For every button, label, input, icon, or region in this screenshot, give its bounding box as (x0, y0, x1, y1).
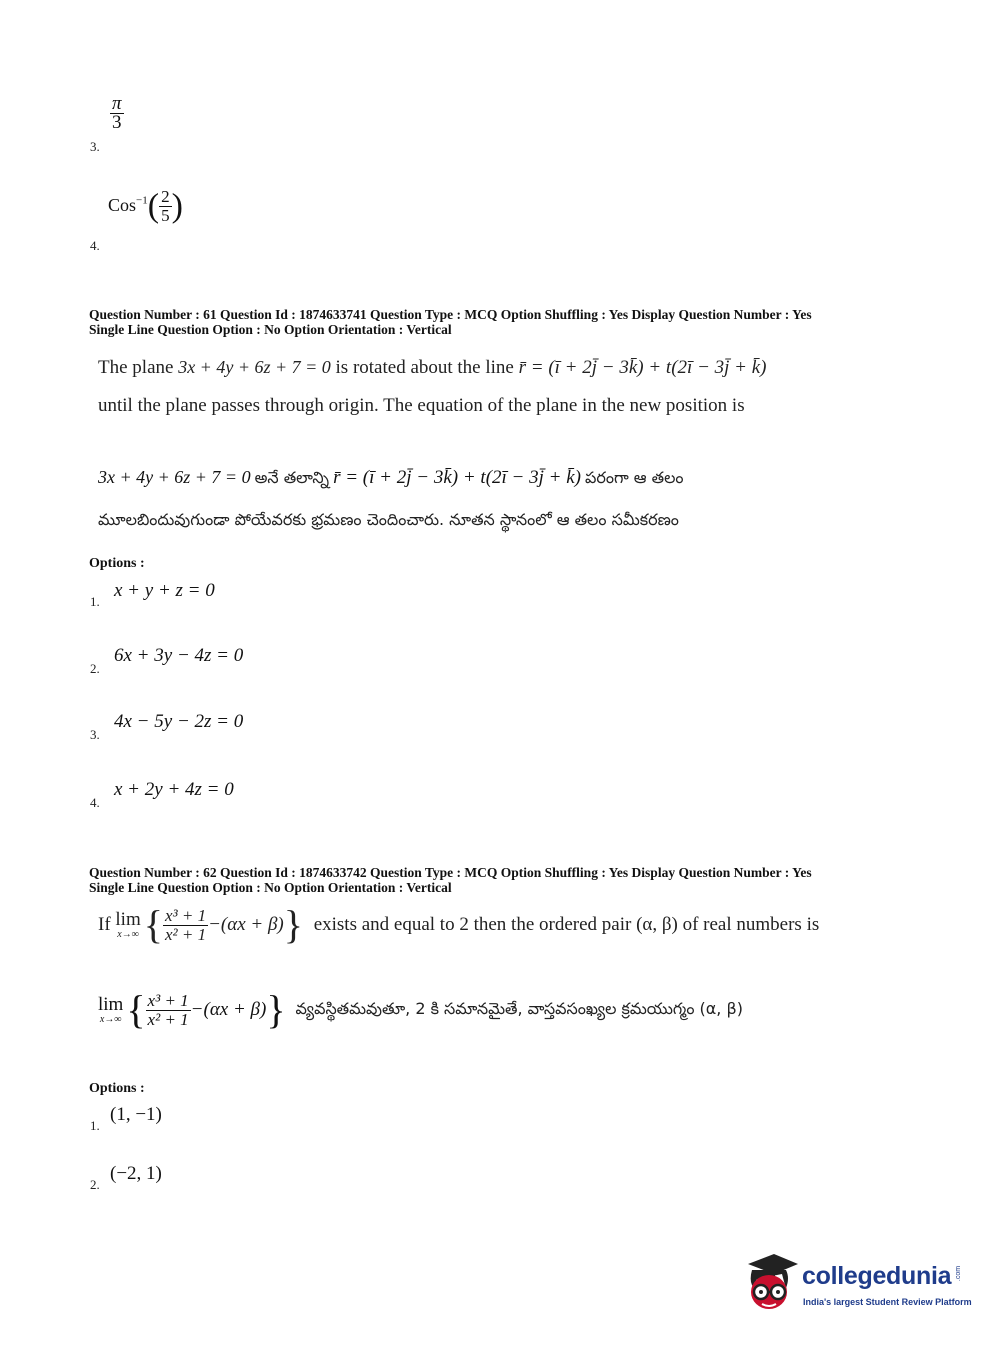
q61-english-line2: until the plane passes through origin. The equation of the plane in the new position is (98, 395, 745, 416)
q61-english-line1: The plane 3x + 4y + 6z + 7 = 0 is rotated about the line r̄ = (ī + 2j̄ − 3k̄) + t(2ī − 3j̄ + k̄) (98, 357, 767, 378)
option-number: 4. (90, 238, 100, 253)
option-text: (1, −1) (110, 1104, 162, 1125)
option-number: 1. (90, 594, 100, 609)
option-text: 4x − 5y − 2z = 0 (114, 711, 244, 732)
q62-meta: Question Number : 62 Question Id : 1874633742 Question Type : MCQ Option Shuffling : Yes Display Question Number : Yes Single Line Question Option : No Option Orientation : Vertical (89, 865, 812, 895)
limit-operator: lim x→∞ (98, 994, 124, 1025)
q61-telugu-line2: మూలబిందువుగుండా పోయేవరకు భ్రమణం చెందించారు. నూతన స్థానంలో ఆ తలం సమీకరణం (98, 510, 679, 529)
option-number: 3. (90, 139, 100, 154)
option-text: 6x + 3y − 4z = 0 (114, 645, 244, 666)
option-number: 4. (90, 795, 100, 810)
option-number: 2. (90, 1177, 100, 1192)
limit-operator: lim x→∞ (115, 909, 141, 940)
q62-english-line: If lim x→∞ { $\frac{\text{x³ + 1}}{\text{x² + 1}}$ −(αx + β)} exists and equal to 2 then the ordered pair (α, β) of real numbers is (98, 902, 820, 947)
option-text: x + 2y + 4z = 0 (114, 779, 234, 800)
logo-wordmark: collegedunia .com (802, 1262, 963, 1290)
collegedunia-logo (742, 1250, 972, 1320)
q62-telugu-line: lim x→∞ { $\frac{\text{x³ + 1}}{\text{x² + 1}}$ −(αx + β)} వ్యవస్థితమవుతూ, 2 కి సమానమైతే, వాస్తవసంఖ్యల క్రమయుగ్మం (α, β) (98, 987, 743, 1032)
option-value: Cos$^{-1}$( $\frac{2}{5}$ ) (108, 187, 183, 225)
option-number: 3. (90, 727, 100, 742)
logo-tagline: India's largest Student Review Platform (803, 1297, 972, 1307)
option-value: $\frac{\pi}{3}$ (112, 93, 122, 133)
q61-telugu-line1: 3x + 4y + 6z + 7 = 0 అనే తలాన్ని r̄ = (ī + 2j̄ − 3k̄) + t(2ī − 3j̄ + k̄) పరంగా ఆ తలం (98, 467, 684, 488)
q61-meta: Question Number : 61 Question Id : 1874633741 Question Type : MCQ Option Shuffling : Yes Display Question Number : Yes Single Line Question Option : No Option Orientation : Vertical (89, 307, 812, 337)
option-number: 1. (90, 1118, 100, 1133)
q62-options-label: Options : (89, 1081, 145, 1096)
logo-mascot-icon (742, 1250, 800, 1312)
option-number: 2. (90, 661, 100, 676)
option-text: x + y + z = 0 (114, 580, 215, 601)
option-text: (−2, 1) (110, 1163, 162, 1184)
q61-options-label: Options : (89, 556, 145, 571)
